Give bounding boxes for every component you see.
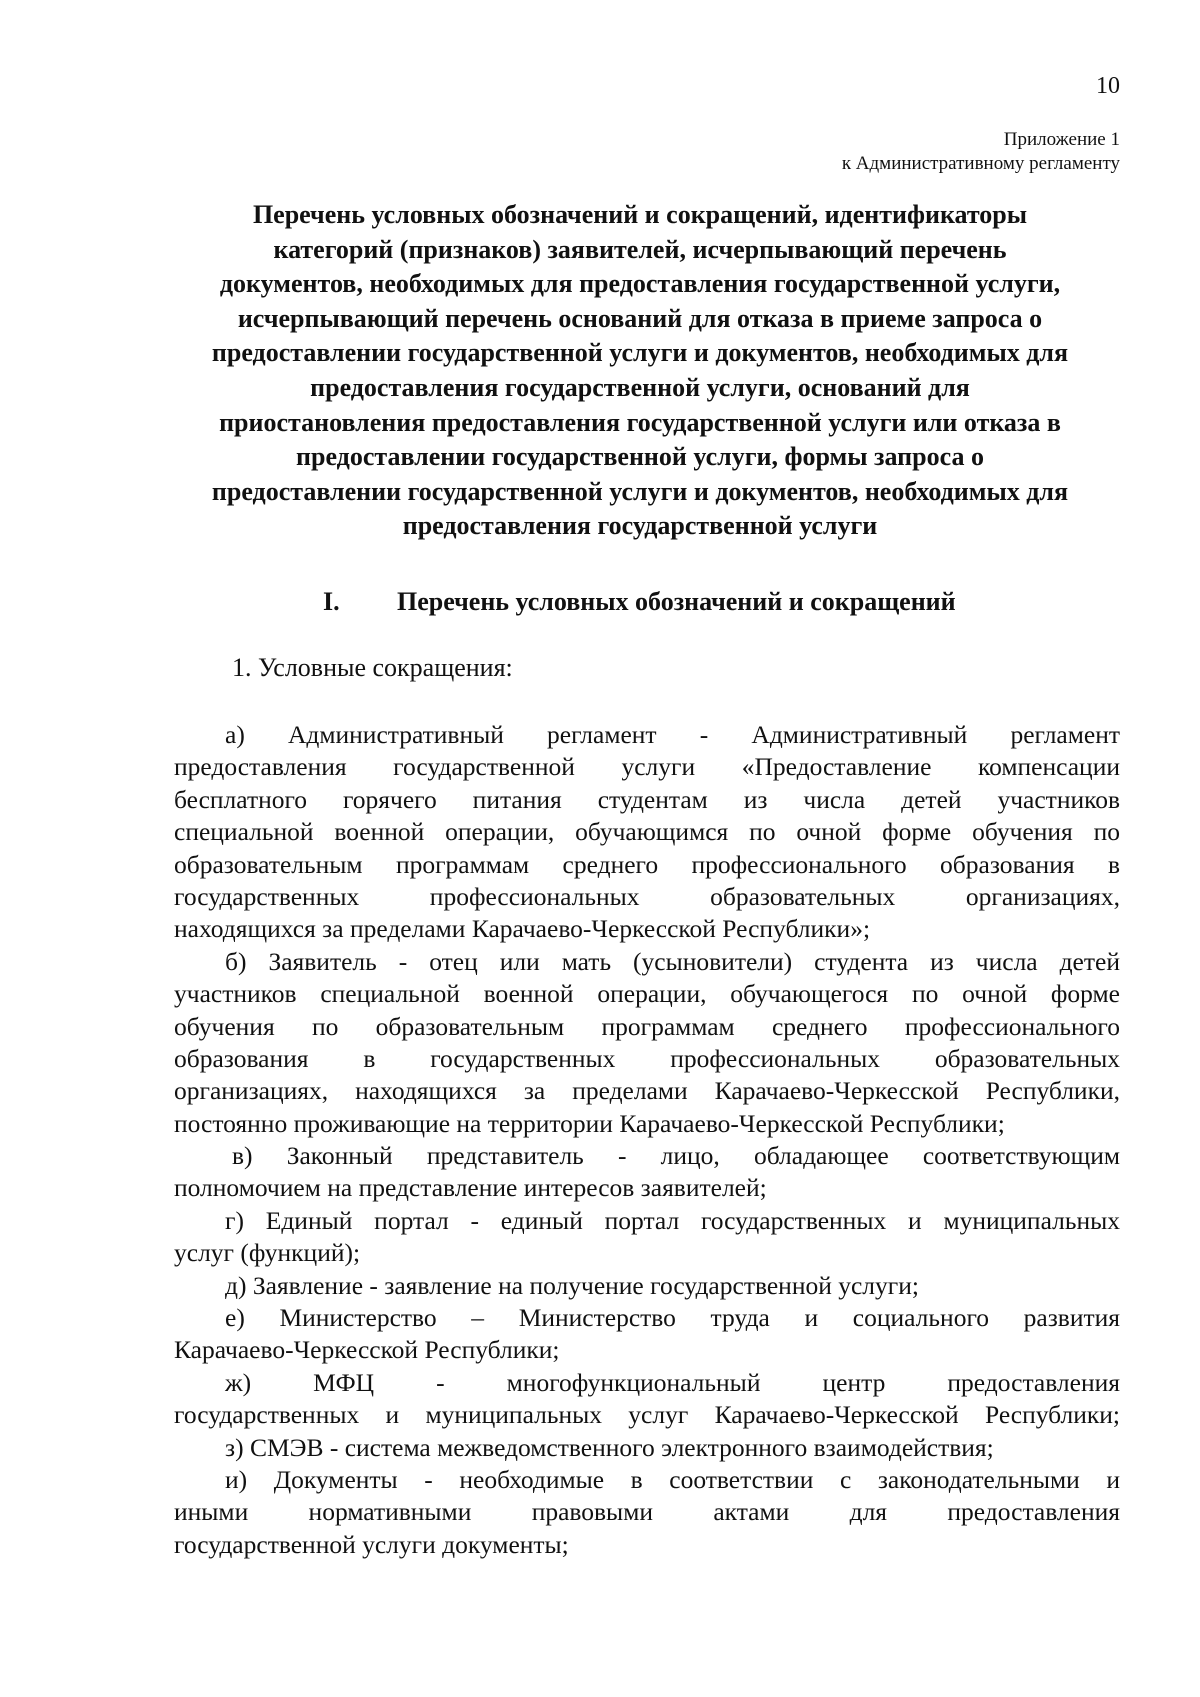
title-line: предоставлении государственной услуги и документов, необходимых для bbox=[211, 476, 1069, 506]
paragraph-line: бесплатного горячего питания студентам из числа детей участников bbox=[174, 784, 1120, 814]
paragraph-line: е) Министерство – Министерство труда и социального развития bbox=[225, 1303, 1120, 1333]
section-number: I. bbox=[323, 587, 340, 616]
title-line: исчерпывающий перечень оснований для отказа в приеме запроса о bbox=[237, 303, 1043, 333]
title-line: предоставления государственной услуги bbox=[402, 511, 878, 541]
paragraph-line: б) Заявитель - отец или мать (усыновители) студента из числа детей bbox=[225, 946, 1120, 976]
appendix-header bbox=[842, 128, 1120, 176]
paragraph-line: д) Заявление - заявление на получение государственной услуги; bbox=[225, 1270, 919, 1300]
title-line: категорий (признаков) заявителей, исчерпывающий перечень bbox=[273, 234, 1007, 264]
paragraph-line: полномочием на представление интересов заявителей; bbox=[174, 1173, 767, 1203]
paragraph-line: з) СМЭВ - система межведомственного электронного взаимодействия; bbox=[225, 1432, 994, 1462]
definitions-body bbox=[174, 719, 1120, 1561]
paragraph-line: и) Документы - необходимые в соответствии с законодательными и bbox=[225, 1464, 1120, 1494]
section-title: Перечень условных обозначений и сокращений bbox=[397, 587, 956, 616]
title-line: документов, необходимых для предоставления государственной услуги, bbox=[219, 269, 1061, 299]
title-line: приостановления предоставления государственной услуги или отказа в bbox=[219, 407, 1061, 437]
paragraph-line: предоставления государственной услуги «Предоставление компенсации bbox=[174, 752, 1120, 782]
document-title bbox=[160, 198, 1120, 544]
paragraph-line: а) Административный регламент - Административный регламент bbox=[225, 720, 1120, 749]
paragraph-line: постоянно проживающие на территории Карачаево-Черкесской Республики; bbox=[174, 1108, 1005, 1138]
appendix-line-1: Приложение 1 bbox=[1003, 129, 1120, 150]
paragraph-line: Карачаево-Черкесской Республики; bbox=[174, 1335, 560, 1365]
paragraph-line: государственных профессиональных образовательных организациях, bbox=[174, 881, 1120, 911]
appendix-line-2: к Административному регламенту bbox=[841, 153, 1120, 174]
paragraph-line: организациях, находящихся за пределами Карачаево-Черкесской Республики, bbox=[174, 1076, 1120, 1106]
paragraph-line: обучения по образовательным программам среднего профессионального bbox=[174, 1011, 1120, 1041]
paragraph-line: специальной военной операции, обучающимся по очной форме обучения по bbox=[174, 817, 1120, 847]
title-line: предоставлении государственной услуги и документов, необходимых для bbox=[211, 338, 1069, 368]
title-line: предоставлении государственной услуги, формы запроса о bbox=[296, 442, 984, 472]
paragraph-line: образования в государственных профессиональных образовательных bbox=[174, 1043, 1120, 1073]
paragraph-line: участников специальной военной операции, обучающегося по очной форме bbox=[174, 979, 1120, 1009]
paragraph-line: государственных и муниципальных услуг Карачаево-Черкесской Республики; bbox=[174, 1400, 1120, 1430]
paragraph-line: образовательным программам среднего профессионального образования в bbox=[174, 849, 1120, 879]
paragraph-line: государственной услуги документы; bbox=[174, 1529, 569, 1559]
title-line: Перечень условных обозначений и сокращений, идентификаторы bbox=[252, 200, 1028, 229]
paragraph-line: ж) МФЦ - многофункциональный центр предоставления bbox=[225, 1367, 1120, 1397]
title-line: предоставления государственной услуги, оснований для bbox=[310, 372, 970, 402]
paragraph-line: иными нормативными правовыми актами для предоставления bbox=[174, 1497, 1120, 1527]
paragraph-line: находящихся за пределами Карачаево-Черкесской Республики»; bbox=[174, 914, 871, 944]
paragraph-line: в) Законный представитель - лицо, обладающее соответствующим bbox=[232, 1141, 1120, 1171]
list-intro: 1. Условные сокращения: bbox=[232, 653, 513, 682]
paragraph-line: услуг (функций); bbox=[174, 1238, 361, 1268]
page-number: 10 bbox=[1096, 73, 1120, 99]
paragraph-line: г) Единый портал - единый портал государственных и муниципальных bbox=[225, 1205, 1120, 1235]
